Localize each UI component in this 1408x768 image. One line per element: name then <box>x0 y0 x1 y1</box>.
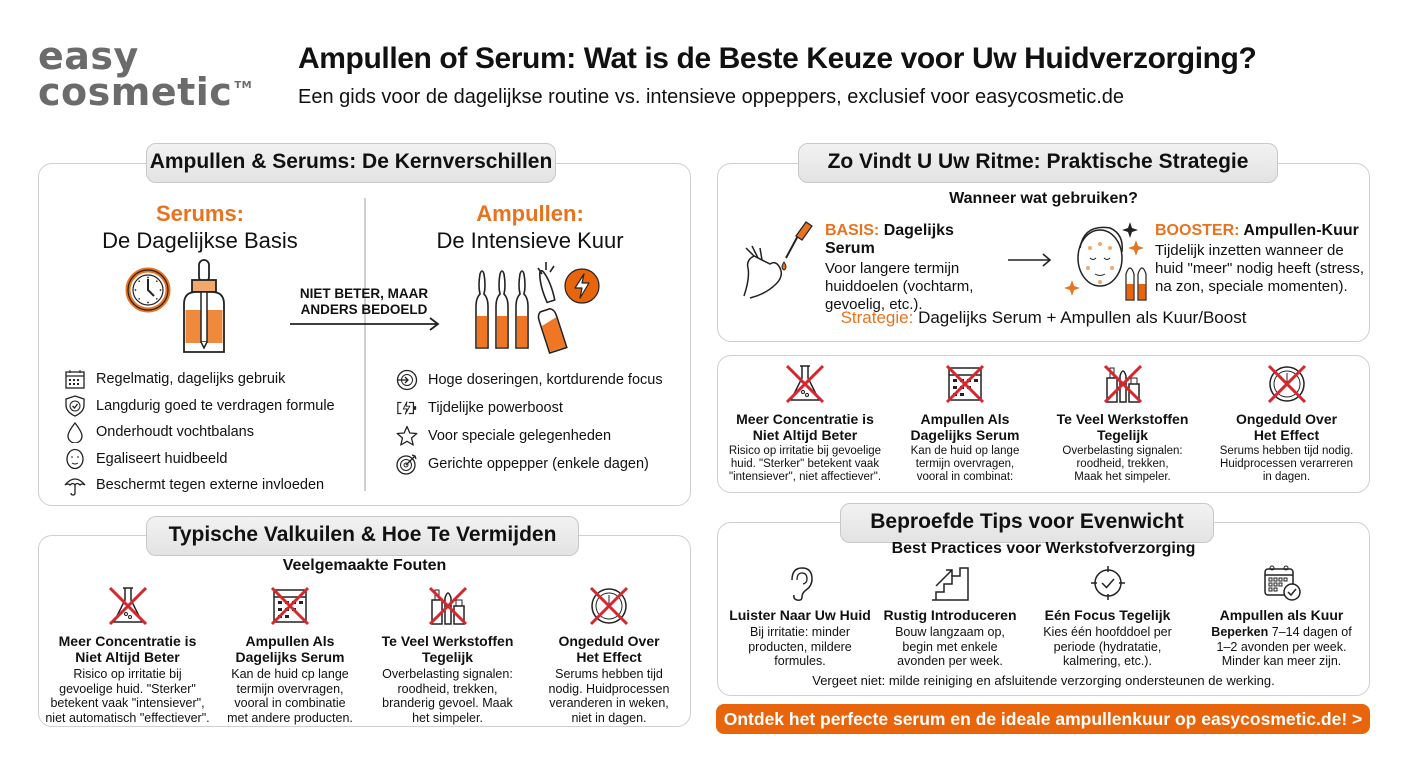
desc-line: Risico op irritatie bij gevoelige <box>728 445 882 457</box>
bottles-crossed-icon <box>426 584 470 628</box>
list-item <box>64 446 354 473</box>
list-item <box>64 366 354 393</box>
bottles-crossed-icon <box>1101 362 1145 406</box>
list-item <box>64 393 354 420</box>
card-title: Ampullen Als <box>245 633 335 649</box>
card-title: Rustig Introduceren <box>883 607 1017 623</box>
tip-card <box>1195 564 1368 669</box>
card-desc <box>1205 445 1368 484</box>
card-desc <box>1040 445 1205 484</box>
desc-line: termijn overvragen, <box>915 458 1015 470</box>
card-desc <box>1195 625 1368 669</box>
card-title: Dagelijks Serum <box>910 427 1020 443</box>
face-icon <box>64 448 86 470</box>
card-title: Eén Focus Tegelijk <box>1044 607 1171 623</box>
serums-heading <box>70 200 330 254</box>
ampullen-label: Ampullen: <box>476 201 584 226</box>
tips-title: Beproefde Tips voor Evenwicht <box>840 503 1214 543</box>
desc-line: Overbelasting signalen: <box>1062 445 1183 457</box>
desc-line: in dagen. <box>1262 471 1311 483</box>
pitfalls-subtitle: Veelgemaakte Fouten <box>282 557 447 574</box>
desc-line: Kies één hoofddoel per <box>1043 625 1172 639</box>
cta-banner-button[interactable]: Ontdek het perfecte serum en de ideale ampullenkuur op easycosmetic.de! > <box>716 704 1370 734</box>
strategy-question: Wanneer wat gebruiken? <box>949 190 1138 207</box>
desc-line: met andere producten. <box>227 710 353 725</box>
desc-line: nodig. Huidprocessen <box>548 681 670 696</box>
basis-title: Dagelijks Serum <box>825 222 954 257</box>
desc-line: Minder kan meer zijn. <box>1221 654 1342 668</box>
desc-line: begin met enkele <box>902 639 998 654</box>
umbrella-icon <box>64 474 86 496</box>
desc-line: avonden per week. <box>897 654 1003 668</box>
pitfalls-title: Typische Valkuilen & Hoe Te Vermijden <box>146 516 579 556</box>
card-title: Te Veel Werkstoffen <box>1056 411 1189 427</box>
note-line-1: NIET BETER, MAAR <box>299 286 429 301</box>
card-title: Meer Concentratie is <box>736 411 874 427</box>
desc-line: producten, mildere <box>748 639 852 654</box>
desc-line: Overbelasting signalen: <box>382 667 513 681</box>
strategy-title: Zo Vindt U Uw Ritme: Praktische Strategie <box>798 143 1278 183</box>
tip-card <box>720 564 880 669</box>
flask-crossed-icon <box>106 584 150 628</box>
star-icon <box>396 425 418 447</box>
trademark: TM <box>234 80 253 91</box>
not-better-note <box>282 286 446 318</box>
list-item <box>64 419 354 446</box>
list-item <box>64 472 354 499</box>
desc-line: huid. "Sterker" betekent vaak <box>730 458 880 470</box>
clock-icon <box>124 266 172 314</box>
desc-line: periode (hydratatie, <box>1053 639 1162 654</box>
card-title: Luister Naar Uw Huid <box>729 607 871 623</box>
basis-label: BASIS: <box>825 222 880 239</box>
clock-crossed-icon <box>1265 362 1309 406</box>
crosshair-check-icon <box>1089 564 1127 602</box>
desc-line: Risico op irritatie bij <box>73 667 182 681</box>
strategy-summary <box>717 308 1370 328</box>
desc-line: betekent vaak "intensiever", <box>50 696 205 710</box>
list-item-text: Egaliseert huidbeeld <box>96 450 228 467</box>
pitfall-card <box>1205 362 1368 492</box>
clock-crossed-icon <box>587 584 631 628</box>
ear-icon <box>782 564 818 602</box>
arrow-right-icon <box>290 316 442 332</box>
card-title: Niet Altijd Beter <box>752 427 858 443</box>
face-sparkle-icon <box>1064 218 1150 302</box>
calendar-crossed-icon <box>943 362 987 406</box>
desc-line: 7–14 dagen of <box>1268 625 1352 639</box>
desc-line: branderig gevoel. Maak <box>382 696 513 710</box>
tip-card <box>1020 564 1195 669</box>
note-line-2: ANDERS BEDOELD <box>300 302 428 317</box>
card-title: Het Effect <box>1253 427 1320 443</box>
column-divider <box>364 198 366 491</box>
card-title: Tegelijk <box>421 649 474 665</box>
card-title: Meer Concentratie is <box>58 633 197 649</box>
booster-title: Ampullen-Kuur <box>1243 222 1359 239</box>
drop-icon <box>64 421 86 443</box>
card-desc <box>40 667 215 725</box>
desc-line: gevoelige huid. "Sterker" <box>59 681 196 696</box>
card-desc <box>530 667 688 725</box>
desc-line: vooral in combinatie <box>234 696 346 710</box>
calendar-check-icon <box>1262 564 1302 602</box>
list-item-text: Beschermt tegen externe invloeden <box>96 477 325 493</box>
summary-label: Strategie: <box>840 308 914 327</box>
card-desc <box>1020 625 1195 669</box>
tip-cards <box>720 564 1368 669</box>
pitfall-card <box>365 584 530 724</box>
pitfall-right-cards <box>720 362 1368 492</box>
card-title: Ongeduld Over <box>558 633 660 649</box>
card-title: Te Veel Werkstoffen <box>381 633 514 649</box>
card-title: Niet Altijd Beter <box>75 649 180 665</box>
card-title: Dagelijks Serum <box>235 649 345 665</box>
card-title: Het Effect <box>576 649 642 665</box>
shield-check-icon <box>64 395 86 417</box>
desc-line: niet in dagen. <box>571 710 647 725</box>
desc-line: Kan de huid op lange <box>910 445 1020 457</box>
desc-line: roodheid, trekken, <box>397 681 498 696</box>
desc-line: termijn overvragen, <box>236 681 344 696</box>
desc-line: huid "meer" nodig heeft (stress, <box>1155 260 1365 277</box>
ampoules-icon <box>470 262 576 354</box>
pitfall-cards <box>40 584 688 724</box>
tip-card <box>880 564 1020 669</box>
desc-line: 1–2 avonden per week. <box>1216 639 1347 654</box>
logo-line-2: cosmetic <box>38 70 233 114</box>
desc-line: Serums hebben tijd <box>555 667 663 681</box>
desc-line: Tijdelijk inzetten wanneer de <box>1155 242 1344 259</box>
desc-line: Voor langere termijn <box>825 260 960 277</box>
list-item-text: Voor speciale gelegenheden <box>428 428 612 444</box>
pitfall-card <box>720 362 890 492</box>
list-item <box>396 394 686 422</box>
flask-crossed-icon <box>783 362 827 406</box>
card-title: Ampullen als Kuur <box>1219 607 1344 623</box>
serums-benefit-list <box>64 366 354 499</box>
brand-logo <box>38 34 278 114</box>
ampullen-benefit-list <box>396 366 686 478</box>
card-title: Ongeduld Over <box>1235 411 1338 427</box>
lightning-icon <box>564 268 600 304</box>
desc-line: gevoelig, etc.). <box>825 296 923 313</box>
desc-line: Bouw langzaam op, <box>895 625 1005 639</box>
desc-line: Bij irritatie: minder <box>749 625 851 639</box>
desc-line: huiddoelen (vochtarm, <box>825 278 974 295</box>
battery-bolt-icon <box>396 400 418 416</box>
core-differences-title: Ampullen & Serums: De Kernverschillen <box>146 143 556 183</box>
desc-line: Serums hebben tijd nodig. <box>1219 445 1354 457</box>
card-title: Ampullen Als <box>920 411 1010 427</box>
desc-line: Maak het simpeler. <box>1074 471 1171 483</box>
serums-subtitle: De Dagelijkse Basis <box>102 228 298 253</box>
ampullen-subtitle: De Intensieve Kuur <box>436 228 624 253</box>
serums-label: Serums: <box>155 201 245 226</box>
arrow-right-icon <box>1008 253 1052 267</box>
tips-footnote: Vergeet niet: milde reiniging en afsluitende verzorging ondersteunen de werking. <box>812 673 1275 688</box>
card-desc <box>215 667 365 725</box>
booster-block <box>1155 222 1367 296</box>
desc-line: na zon, speciale momenten). <box>1155 278 1348 295</box>
desc-line: "intensiever", niet affectiever". <box>728 471 882 483</box>
card-desc <box>720 445 890 484</box>
pitfall-card <box>40 584 215 724</box>
card-title: Tegelijk <box>1096 427 1149 443</box>
logo-line-1: easy <box>38 34 139 78</box>
pitfall-card <box>890 362 1040 492</box>
desc-bold: Beperken <box>1211 625 1269 639</box>
desc-line: veranderen in weken, <box>549 696 669 710</box>
list-item <box>396 450 686 478</box>
list-item-text: Hoge doseringen, kortdurende focus <box>428 372 663 388</box>
list-item-text: Tijdelijke powerboost <box>428 400 563 416</box>
ampullen-heading <box>400 200 660 254</box>
card-desc <box>890 445 1040 484</box>
target-icon <box>396 453 418 475</box>
dropper-bottle-icon <box>178 258 230 356</box>
desc-line: het simpeler. <box>412 710 483 725</box>
desc-line: roodheid, trekken, <box>1076 458 1169 470</box>
list-item-text: Onderhoudt vochtbalans <box>96 424 254 440</box>
page-title: Ampullen of Serum: Wat is de Beste Keuze voor Uw Huidverzorging? <box>298 42 1257 75</box>
pitfall-card <box>215 584 365 724</box>
card-desc <box>365 667 530 725</box>
desc-line: niet automatisch "effectiever". <box>45 710 210 725</box>
focus-target-icon <box>396 369 418 391</box>
desc-line: formules. <box>774 654 826 668</box>
calendar-crossed-icon <box>268 584 312 628</box>
calendar-icon <box>64 369 86 389</box>
card-desc <box>720 625 880 669</box>
stairs-icon <box>930 564 970 602</box>
basis-block <box>825 222 1005 314</box>
list-item <box>396 422 686 450</box>
booster-label: BOOSTER: <box>1155 222 1240 239</box>
tips-subtitle: Best Practices voor Werkstofverzorging <box>891 540 1196 557</box>
pitfall-card <box>530 584 688 724</box>
hand-dropper-icon <box>740 218 820 300</box>
desc-line: Huidprocessen verarreren <box>1220 458 1353 470</box>
list-item-text: Langdurig goed te verdragen formule <box>96 397 335 414</box>
pitfall-card <box>1040 362 1205 492</box>
page-subtitle: Een gids voor de dagelijkse routine vs. intensieve oppeppers, exclusief voor easycosmetic.de <box>298 86 1125 108</box>
desc-line: Kan de huid cp lange <box>231 667 349 681</box>
card-desc <box>880 625 1020 669</box>
desc-line: vooral in combinat: <box>916 471 1014 483</box>
list-item-text: Gerichte oppepper (enkele dagen) <box>428 456 649 472</box>
list-item-text: Regelmatig, dagelijks gebruik <box>96 371 286 387</box>
summary-text: Dagelijks Serum + Ampullen als Kuur/Boost <box>918 308 1247 327</box>
list-item <box>396 366 686 394</box>
desc-line: kalmering, etc.). <box>1063 654 1152 668</box>
